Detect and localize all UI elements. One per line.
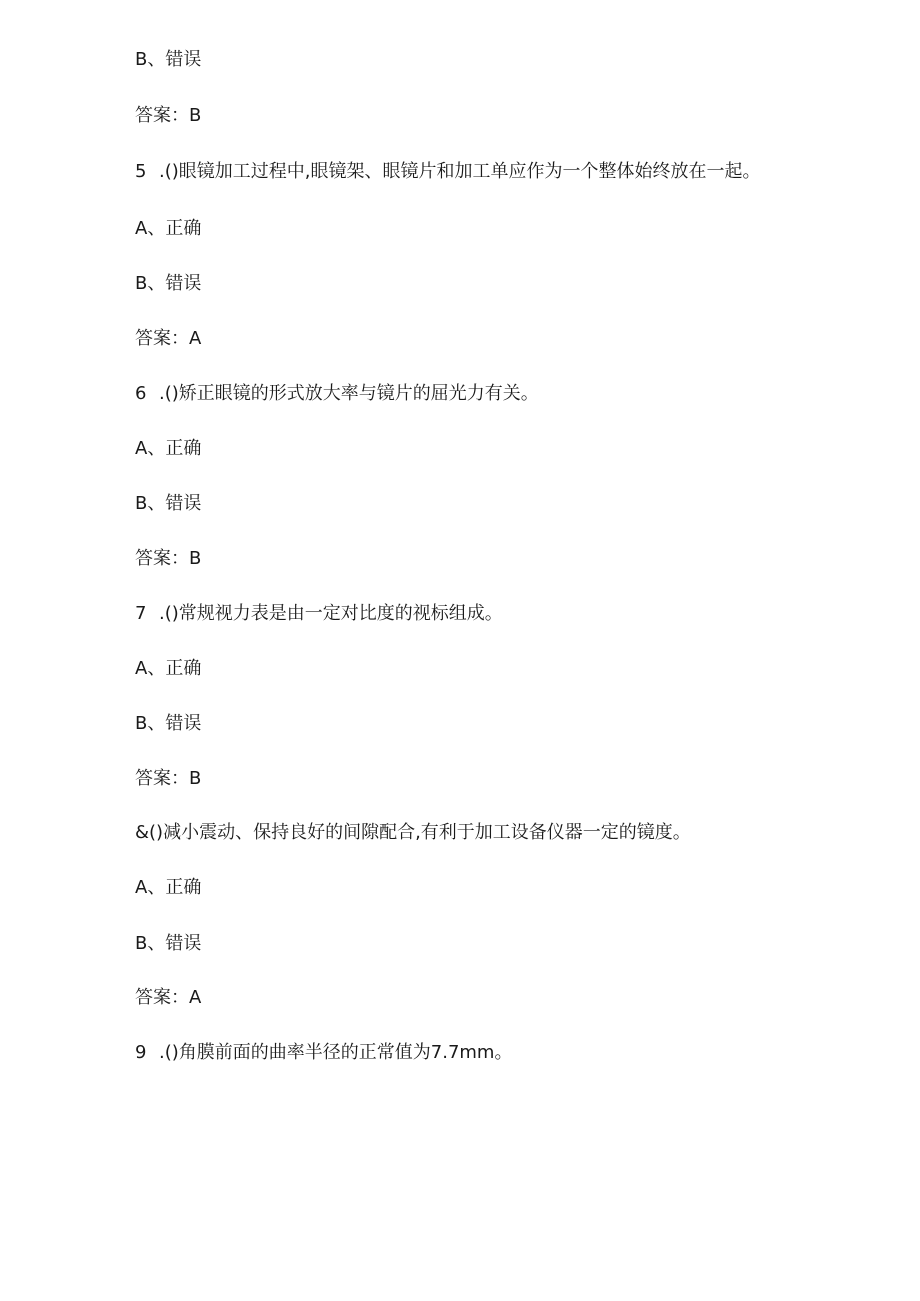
answer-q6: 答案：B bbox=[135, 548, 202, 569]
question-8: &()减小震动、保持良好的间隙配合,有利于加工设备仪器一定的镜度。 bbox=[135, 822, 691, 843]
question-number: 6 bbox=[135, 383, 147, 404]
question-number: 7 bbox=[135, 603, 147, 624]
answer-q4: 答案：B bbox=[135, 105, 202, 126]
option-a-q8: A、正确 bbox=[135, 877, 202, 898]
option-b-q7: B、错误 bbox=[135, 713, 202, 734]
option-a-q5: A、正确 bbox=[135, 218, 202, 239]
question-number: 9 bbox=[135, 1042, 147, 1063]
option-b-q5: B、错误 bbox=[135, 273, 202, 294]
option-a-q7: A、正确 bbox=[135, 658, 202, 679]
question-6 bbox=[135, 382, 539, 406]
option-b-q6: B、错误 bbox=[135, 493, 202, 514]
question-text: .()角膜前面的曲率半径的正常值为7.7mm。 bbox=[159, 1042, 513, 1063]
answer-q5: 答案：A bbox=[135, 328, 202, 349]
question-5 bbox=[135, 160, 761, 184]
option-a-q6: A、正确 bbox=[135, 438, 202, 459]
answer-q8: 答案：A bbox=[135, 987, 202, 1008]
question-9 bbox=[135, 1041, 512, 1065]
question-text: .()常规视力表是由一定对比度的视标组成。 bbox=[159, 603, 503, 624]
question-text: .()眼镜加工过程中,眼镜架、眼镜片和加工单应作为一个整体始终放在一起。 bbox=[159, 161, 761, 182]
question-number: 5 bbox=[135, 161, 147, 182]
option-b-q8: B、错误 bbox=[135, 933, 202, 954]
question-7 bbox=[135, 602, 503, 626]
question-text: .()矫正眼镜的形式放大率与镜片的屈光力有关。 bbox=[159, 383, 539, 404]
option-b-q4: B、错误 bbox=[135, 49, 202, 70]
answer-q7: 答案：B bbox=[135, 768, 202, 789]
